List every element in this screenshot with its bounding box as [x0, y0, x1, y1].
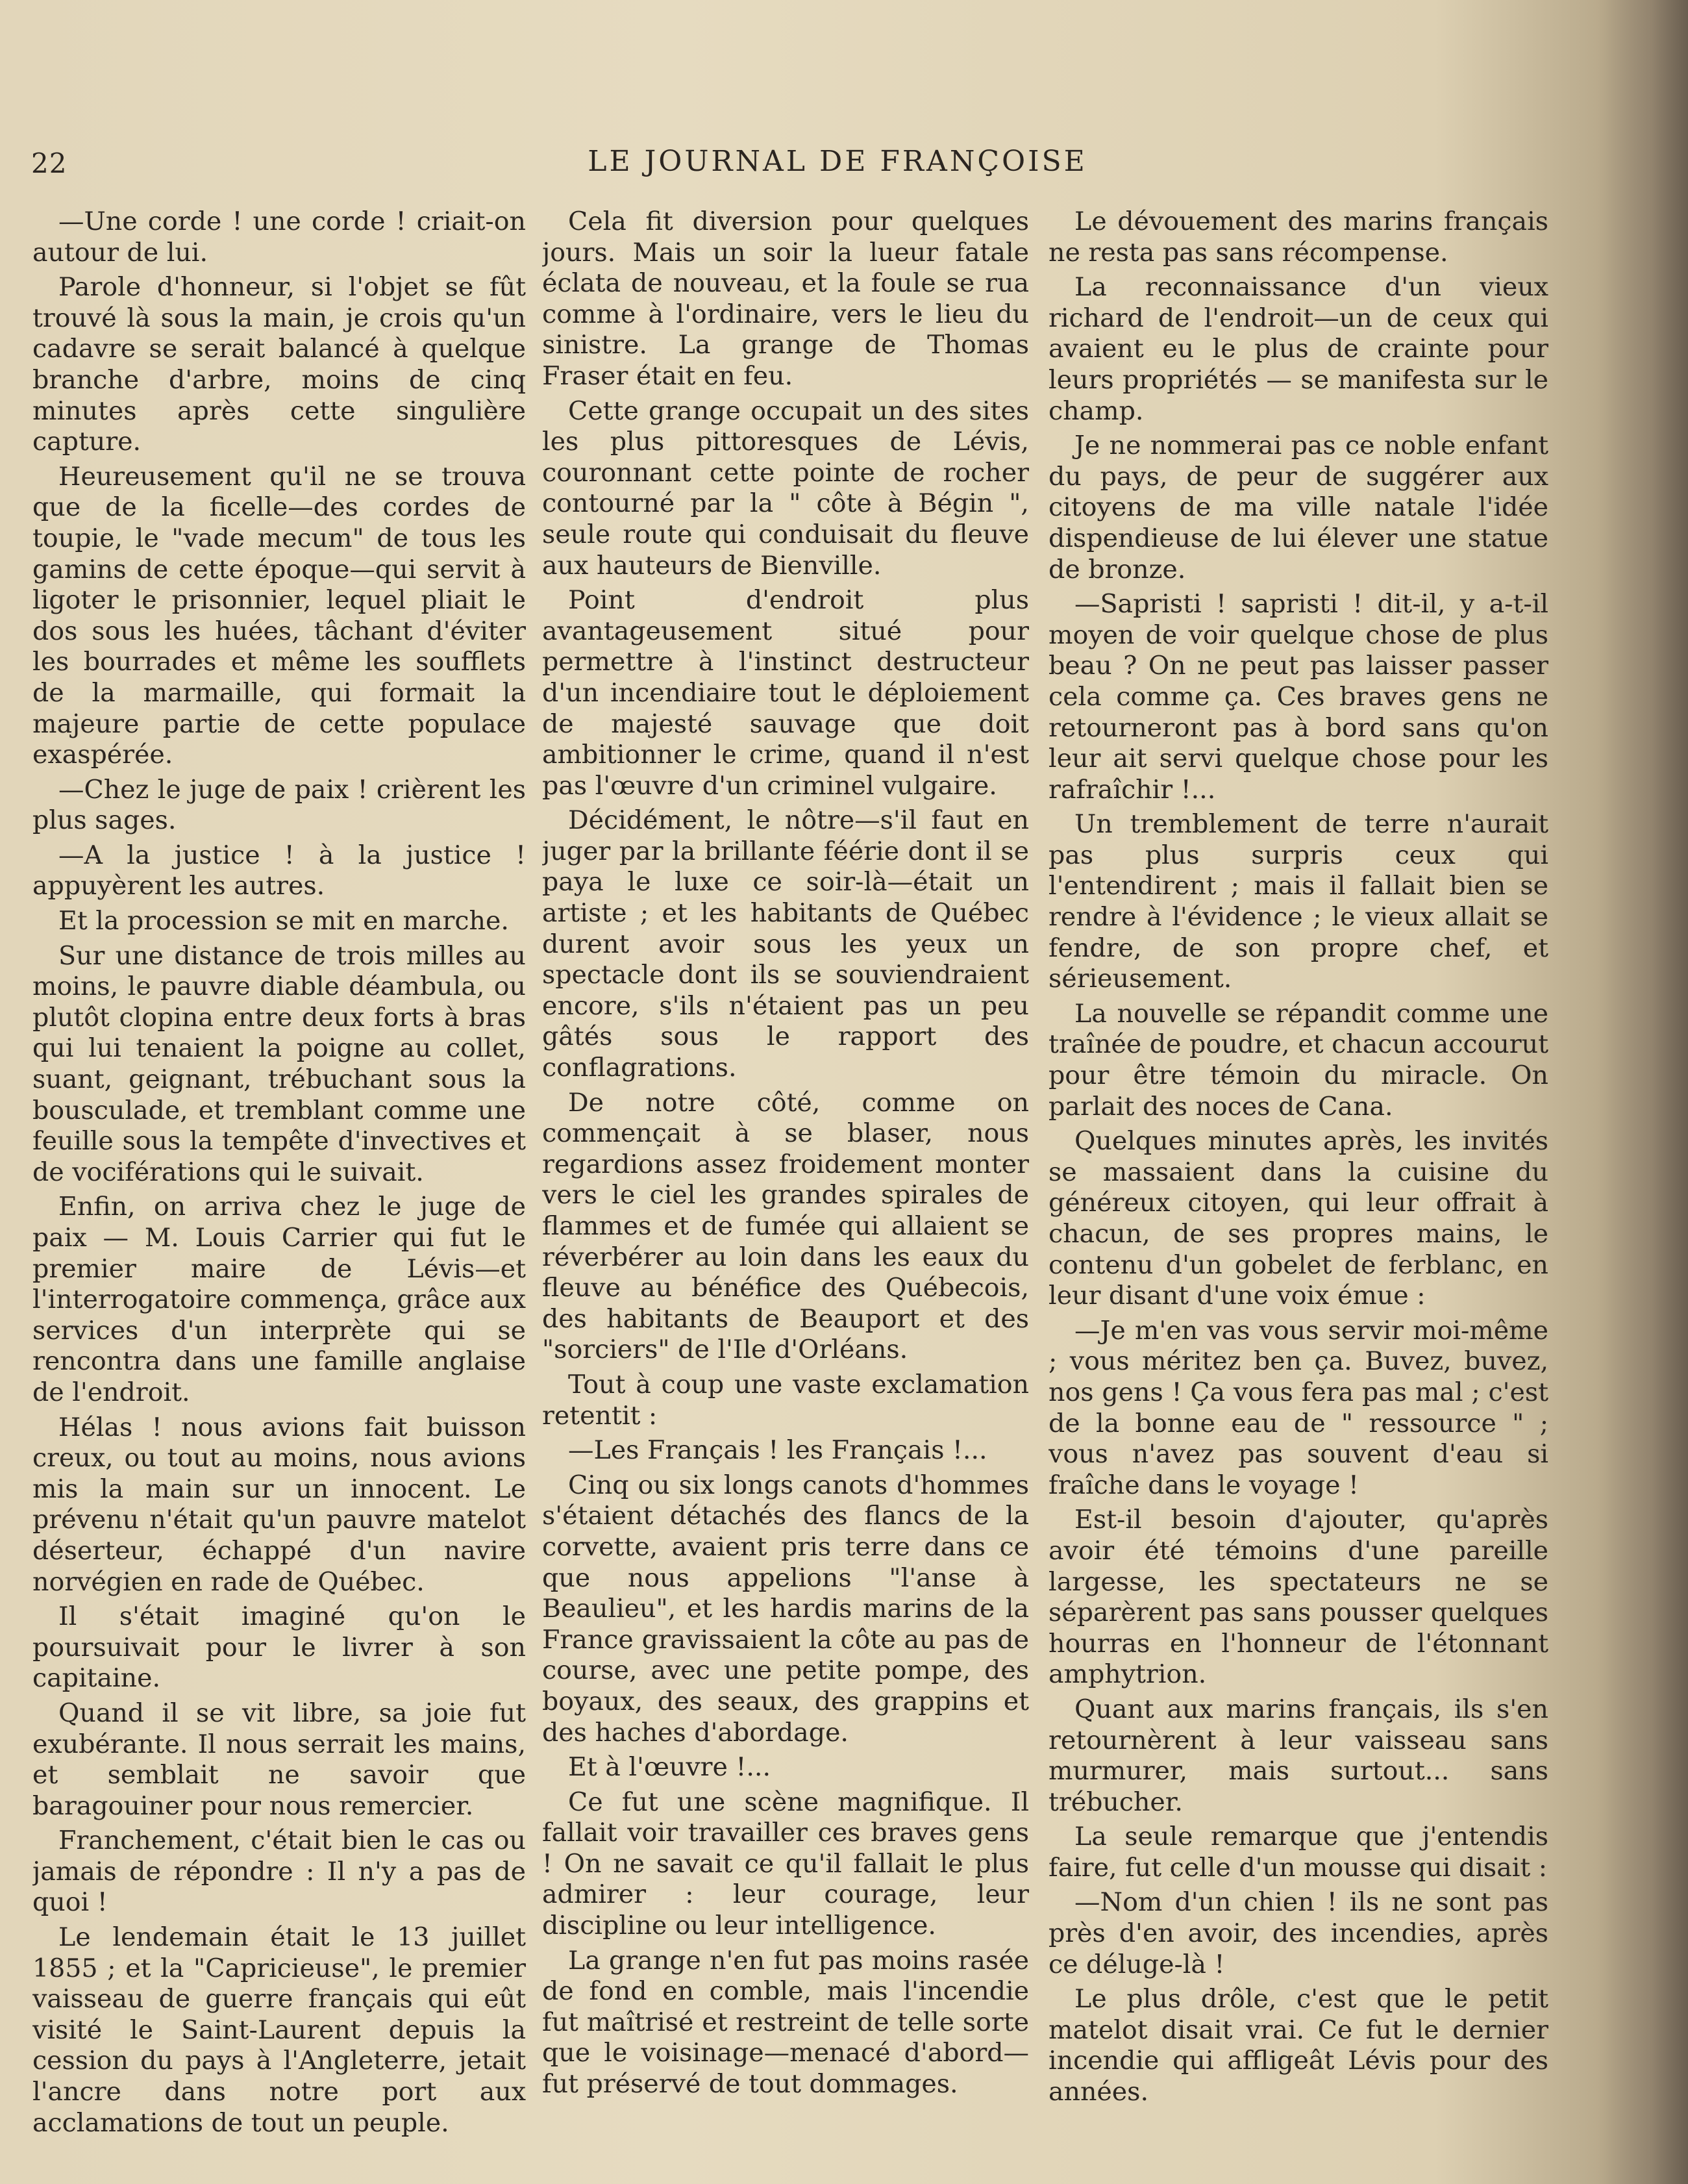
- running-title: LE JOURNAL DE FRANÇOISE: [588, 145, 1087, 178]
- page-number: 22: [31, 147, 68, 179]
- paragraph: Cette grange occupait un des sites les plus pittoresques de Lévis, couronnant cette pointe de rocher contourné par la " côte à Bégin ", seule route qui conduisait du fleuve aux hauteurs de Bienville.: [542, 395, 1029, 581]
- text-column-3: [1049, 207, 1548, 2142]
- paragraph: Tout à coup une vaste exclamation retentit :: [542, 1369, 1029, 1431]
- paragraph: Parole d'honneur, si l'objet se fût trouvé là sous la main, je crois qu'un cadavre se serait balancé à quelque branche d'arbre, moins de cinq minutes après cette singulière capture.: [32, 272, 526, 457]
- paragraph: —Je m'en vas vous servir moi-même ; vous méritez ben ça. Buvez, buvez, nos gens ! Ça vous fera pas mal ; c'est de la bonne eau de " ressource " ; vous n'avez pas souvent d'eau si fraîche dans le voyage !: [1049, 1315, 1548, 1500]
- paragraph: Quand il se vit libre, sa joie fut exubérante. Il nous serrait les mains, et semblait ne savoir que baragouiner pour nous remercier.: [32, 1698, 526, 1821]
- paragraph: Point d'endroit plus avantageusement situé pour permettre à l'instinct destructeur d'un incendiaire tout le déploiement de majesté sauvage que doit ambitionner le crime, quand il n'est pas l'œuvre d'un criminel vulgaire.: [542, 585, 1029, 801]
- paragraph: Décidément, le nôtre—s'il faut en juger par la brillante féérie dont il se paya le luxe ce soir-là—était un artiste ; et les habitants de Québec durent avoir sous les yeux un spectacle dont ils se souviendraient encore, s'ils n'étaient pas un peu gâtés sous le rapport des conflagrations.: [542, 805, 1029, 1083]
- paragraph: La grange n'en fut pas moins rasée de fond en comble, mais l'incendie fut maîtrisé et restreint de telle sorte que le voisinage—menacé d'abord—fut préservé de tout dommages.: [542, 1945, 1029, 2100]
- paragraph: —Une corde ! une corde ! criait-on autour de lui.: [32, 207, 526, 268]
- paragraph: —Nom d'un chien ! ils ne sont pas près d'en avoir, des incendies, après ce déluge-là !: [1049, 1887, 1548, 1979]
- paragraph: Enfin, on arriva chez le juge de paix — M. Louis Carrier qui fut le premier maire de Lévis—et l'interrogatoire commença, grâce aux services d'un interprète qui se rencontra dans une famille anglaise de l'endroit.: [32, 1192, 526, 1407]
- paragraph: Le dévouement des marins français ne resta pas sans récompense.: [1049, 207, 1548, 268]
- text-column-2: [542, 207, 1029, 2142]
- paragraph: Un tremblement de terre n'aurait pas plus surpris ceux qui l'entendirent ; mais il fallait bien se rendre à l'évidence ; le vieux allait se fendre, de son propre chef, et sérieusement.: [1049, 809, 1548, 994]
- paragraph: Franchement, c'était bien le cas ou jamais de répondre : Il n'y a pas de quoi !: [32, 1826, 526, 1918]
- paragraph: —Chez le juge de paix ! crièrent les plus sages.: [32, 774, 526, 836]
- text-column-1: [32, 207, 526, 2142]
- paragraph: Sur une distance de trois milles au moins, le pauvre diable déambula, ou plutôt clopina entre deux forts à bras qui lui tenaient la poigne au collet, suant, geignant, trébuchant sous la bousculade, et tremblant comme une feuille sous la tempête d'invectives et de vociférations qui le suivait.: [32, 940, 526, 1187]
- paragraph: De notre côté, comme on commençait à se blaser, nous regardions assez froidement monter vers le ciel les grandes spirales de flammes et de fumée qui allaient se réverbérer au loin dans les eaux du fleuve au bénéfice des Québecois, des habitants de Beauport et des "sorciers" de l'Ile d'Orléans.: [542, 1087, 1029, 1365]
- paragraph: La nouvelle se répandit comme une traînée de poudre, et chacun accourut pour être témoin du miracle. On parlait des noces de Cana.: [1049, 998, 1548, 1122]
- paragraph: Heureusement qu'il ne se trouva que de la ficelle—des cordes de toupie, le "vade mecum" de tous les gamins de cette époque—qui servit à ligoter le prisonnier, lequel pliait le dos sous les huées, tâchant d'éviter les bourrades et même les soufflets de la marmaille, qui formait la majeure partie de cette populace exaspérée.: [32, 461, 526, 770]
- binding-shadow: [1597, 0, 1688, 2184]
- paragraph: —A la justice ! à la justice ! appuyèrent les autres.: [32, 840, 526, 901]
- paragraph: Je ne nommerai pas ce noble enfant du pays, de peur de suggérer aux citoyens de ma ville natale l'idée dispendieuse de lui élever une statue de bronze.: [1049, 431, 1548, 584]
- paragraph: Et la procession se mit en marche.: [58, 906, 509, 936]
- paragraph: La reconnaissance d'un vieux richard de l'endroit—un de ceux qui avaient eu le plus de crainte pour leurs propriétés — se manifesta sur le champ.: [1049, 272, 1548, 426]
- paragraph: —Les Français ! les Français !...: [568, 1435, 987, 1466]
- paragraph: Le plus drôle, c'est que le petit matelot disait vrai. Ce fut le dernier incendie qui affligeât Lévis pour des années.: [1049, 1984, 1548, 2107]
- paragraph: Hélas ! nous avions fait buisson creux, ou tout au moins, nous avions mis la main sur un innocent. Le prévenu n'était qu'un pauvre matelot déserteur, échappé d'un navire norvégien en rade de Québec.: [32, 1412, 526, 1597]
- paragraph: Cela fit diversion pour quelques jours. Mais un soir la lueur fatale éclata de nouveau, et la foule se rua comme à l'ordinaire, vers le lieu du sinistre. La grange de Thomas Fraser était en feu.: [542, 207, 1029, 391]
- paragraph: Le lendemain était le 13 juillet 1855 ; et la "Capricieuse", le premier vaisseau de guerre français qui eût visité le Saint-Laurent depuis la cession du pays à l'Angleterre, jetait l'ancre dans notre port aux acclamations de tout un peuple.: [32, 1922, 526, 2138]
- page-header: [26, 140, 1584, 185]
- paragraph: La seule remarque que j'entendis faire, fut celle d'un mousse qui disait :: [1049, 1822, 1548, 1883]
- paragraph: Quant aux marins français, ils s'en retournèrent à leur vaisseau sans murmurer, mais surtout... sans trébucher.: [1049, 1694, 1548, 1817]
- paragraph: Quelques minutes après, les invités se massaient dans la cuisine du généreux citoyen, qui leur offrait à chacun, de ses propres mains, le contenu d'un gobelet de ferblanc, en leur disant d'une voix émue :: [1049, 1126, 1548, 1311]
- paragraph: Il s'était imaginé qu'on le poursuivait pour le livrer à son capitaine.: [32, 1601, 526, 1694]
- paragraph: Cinq ou six longs canots d'hommes s'étaient détachés des flancs de la corvette, avaient pris terre dans ce que nous appelions "l'anse à Beaulieu", et les hardis marins de la France gravissaient la côte au pas de course, avec une petite pompe, des boyaux, des seaux, des grappins et des haches d'abordage.: [542, 1470, 1029, 1748]
- paragraph: Et à l'œuvre !...: [568, 1752, 771, 1783]
- paragraph: Ce fut une scène magnifique. Il fallait voir travailler ces braves gens ! On ne savait ce qu'il fallait le plus admirer : leur courage, leur discipline ou leur intelligence.: [542, 1787, 1029, 1941]
- paragraph: Est-il besoin d'ajouter, qu'après avoir été témoins d'une pareille largesse, les spectateurs ne se séparèrent pas sans pousser quelques hourras en l'honneur de l'étonnant amphytrion.: [1049, 1505, 1548, 1690]
- paragraph: —Sapristi ! sapristi ! dit-il, y a-t-il moyen de voir quelque chose de plus beau ? On ne peut pas laisser passer cela comme ça. Ces braves gens ne retourneront pas à bord sans qu'on leur ait servi quelque chose pour les rafraîchir !...: [1049, 589, 1548, 805]
